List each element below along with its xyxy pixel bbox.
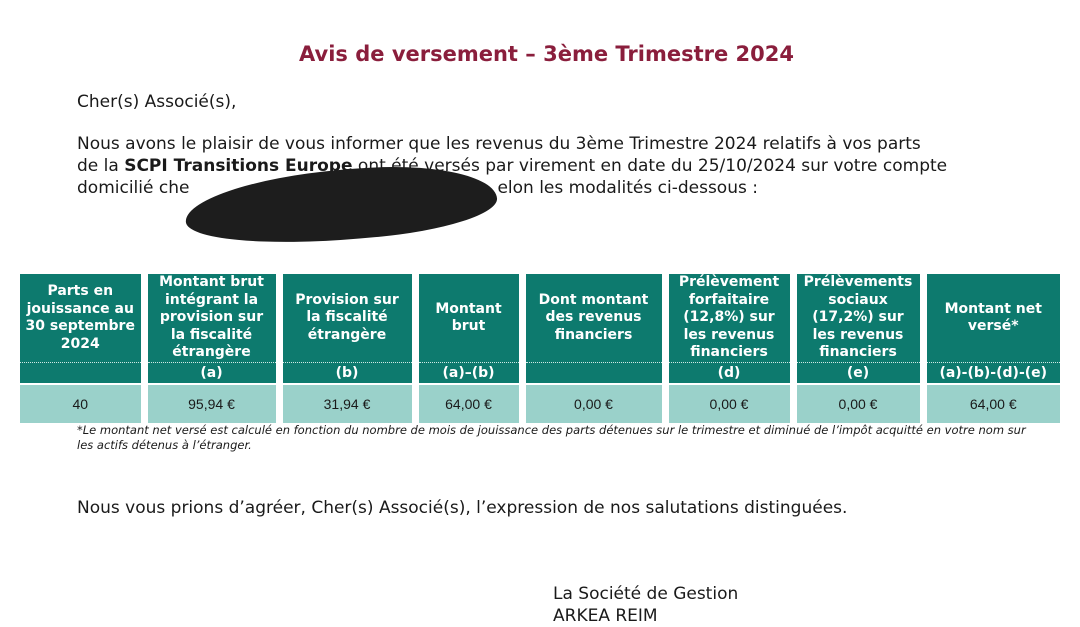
value-cell: 0,00 € [665, 384, 793, 423]
table-row [20, 384, 1060, 423]
closing-sentence: Nous vous prions d’agréer, Cher(s) Associé(s), l’expression de nos salutations distinguées. [77, 498, 848, 518]
value-cell: 40 [20, 384, 144, 423]
header-social-levies: Prélèvements sociaux (17,2%) sur les revenus financiers [793, 274, 923, 363]
payment-table [20, 274, 1060, 423]
paragraph-line-3-end: elon les modalités ci-dessous : [497, 178, 758, 198]
code-cell: (e) [793, 363, 923, 385]
greeting: Cher(s) Associé(s), [77, 92, 237, 112]
code-cell: (a) [144, 363, 279, 385]
paragraph-line-3-start: domicilié che [77, 178, 190, 198]
value-cell: 64,00 € [923, 384, 1060, 423]
code-cell [20, 363, 144, 385]
header-parts: Parts en jouissance au 30 septembre 2024 [20, 274, 144, 363]
signature-line-1: La Société de Gestion [553, 584, 739, 604]
paragraph-line-2 [77, 155, 1003, 177]
value-cell: 64,00 € [415, 384, 522, 423]
code-cell: (b) [279, 363, 415, 385]
value-cell: 0,00 € [522, 384, 665, 423]
value-cell: 0,00 € [793, 384, 923, 423]
header-financial-income: Dont montant des revenus financiers [522, 274, 665, 363]
code-cell [522, 363, 665, 385]
header-gross-amount: Montant brut [415, 274, 522, 363]
document-title: Avis de versement – 3ème Trimestre 2024 [299, 42, 794, 66]
signature [553, 583, 738, 627]
value-cell: 95,94 € [144, 384, 279, 423]
header-foreign-tax-provision: Provision sur la fiscalité étrangère [279, 274, 415, 363]
table-header-row [20, 274, 1060, 363]
footnote: *Le montant net versé est calculé en fonction du nombre de mois de jouissance des parts détenues sur le trimestre et diminué de l’impôt acquitté en votre nom sur les actifs détenus à l’étranger. [77, 423, 1026, 452]
paragraph-line-2-end: ont été versés par virement en date du 25/10/2024 sur votre compte [352, 156, 948, 176]
code-cell: (a)-(b)-(d)-(e) [923, 363, 1060, 385]
header-flat-tax: Prélèvement forfaitaire (12,8%) sur les revenus financiers [665, 274, 793, 363]
value-cell: 31,94 € [279, 384, 415, 423]
code-cell: (a)–(b) [415, 363, 522, 385]
header-gross-with-provision: Montant brut intégrant la provision sur la fiscalité étrangère [144, 274, 279, 363]
header-net-paid: Montant net versé* [923, 274, 1060, 363]
signature-line-2: ARKEA REIM [553, 606, 658, 626]
intro-paragraph [77, 133, 1003, 199]
paragraph-line-1: Nous avons le plaisir de vous informer que les revenus du 3ème Trimestre 2024 relatifs à vos parts [77, 134, 921, 154]
paragraph-line-2-start: de la [77, 156, 125, 176]
scpi-name: SCPI Transitions Europe [124, 156, 353, 176]
table-code-row [20, 363, 1060, 385]
code-cell: (d) [665, 363, 793, 385]
